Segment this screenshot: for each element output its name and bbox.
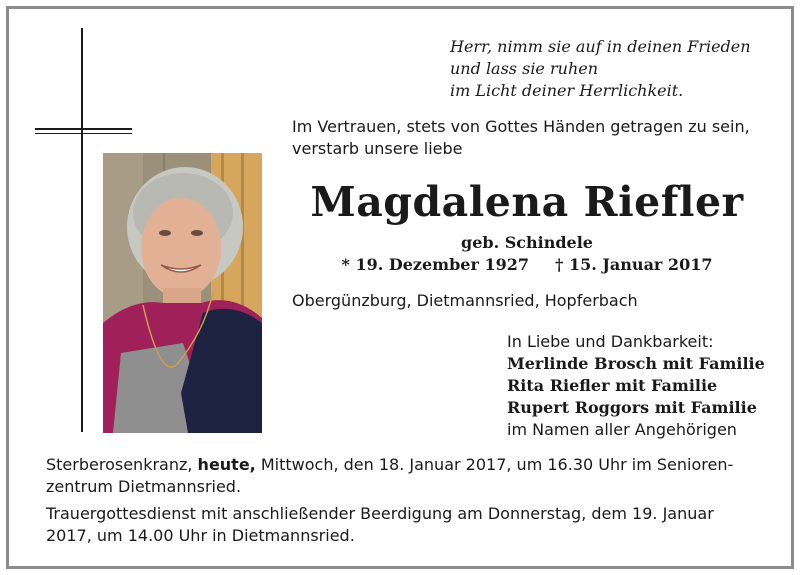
rosary-notice [46,454,761,498]
life-dates [292,254,762,276]
deceased-name: Magdalena Riefler [310,178,744,226]
cross-horizontal-bar [35,128,132,130]
cross-horizontal-bar-thin [35,133,132,134]
mourners-block [507,331,767,441]
rosary-details: Mittwoch, den 18. Januar 2017, um 16.30 Uhr im Senioren-zentrum Dietmannsried. [46,455,734,496]
mourner-family: Rita Riefler mit Familie [507,376,718,395]
mourners-outro: im Namen aller Angehörigen [507,420,737,439]
cross-vertical-bar [81,28,83,432]
birth-date: * 19. Dezember 1927 [341,255,530,274]
scripture-quote [450,36,770,102]
quote-line: und lass sie ruhen [450,59,599,78]
intro-text: Im Vertrauen, stets von Gottes Händen getragen zu sein, verstarb unsere liebe [292,117,750,158]
rosary-today: heute, [197,455,256,474]
death-date: † 15. Januar 2017 [555,255,713,274]
mourner-family: Merlinde Brosch mit Familie [507,354,765,373]
mourners-intro: In Liebe und Dankbarkeit: [507,332,714,351]
portrait-photo [103,153,262,433]
funeral-notice: Trauergottesdienst mit anschließender Beerdigung am Donnerstag, dem 19. Januar 2017, um 14.00 Uhr in Dietmannsried. [46,504,714,545]
service-details [46,454,761,552]
maiden-name: geb. Schindele [461,233,593,252]
quote-line: Herr, nimm sie auf in deinen Frieden [450,37,751,56]
places-of-residence: Obergünzburg, Dietmannsried, Hopferbach [292,291,638,310]
rosary-prefix: Sterberosenkranz, [46,455,198,474]
quote-line: im Licht deiner Herrlichkeit. [450,81,684,100]
mourner-family: Rupert Roggors mit Familie [507,398,757,417]
